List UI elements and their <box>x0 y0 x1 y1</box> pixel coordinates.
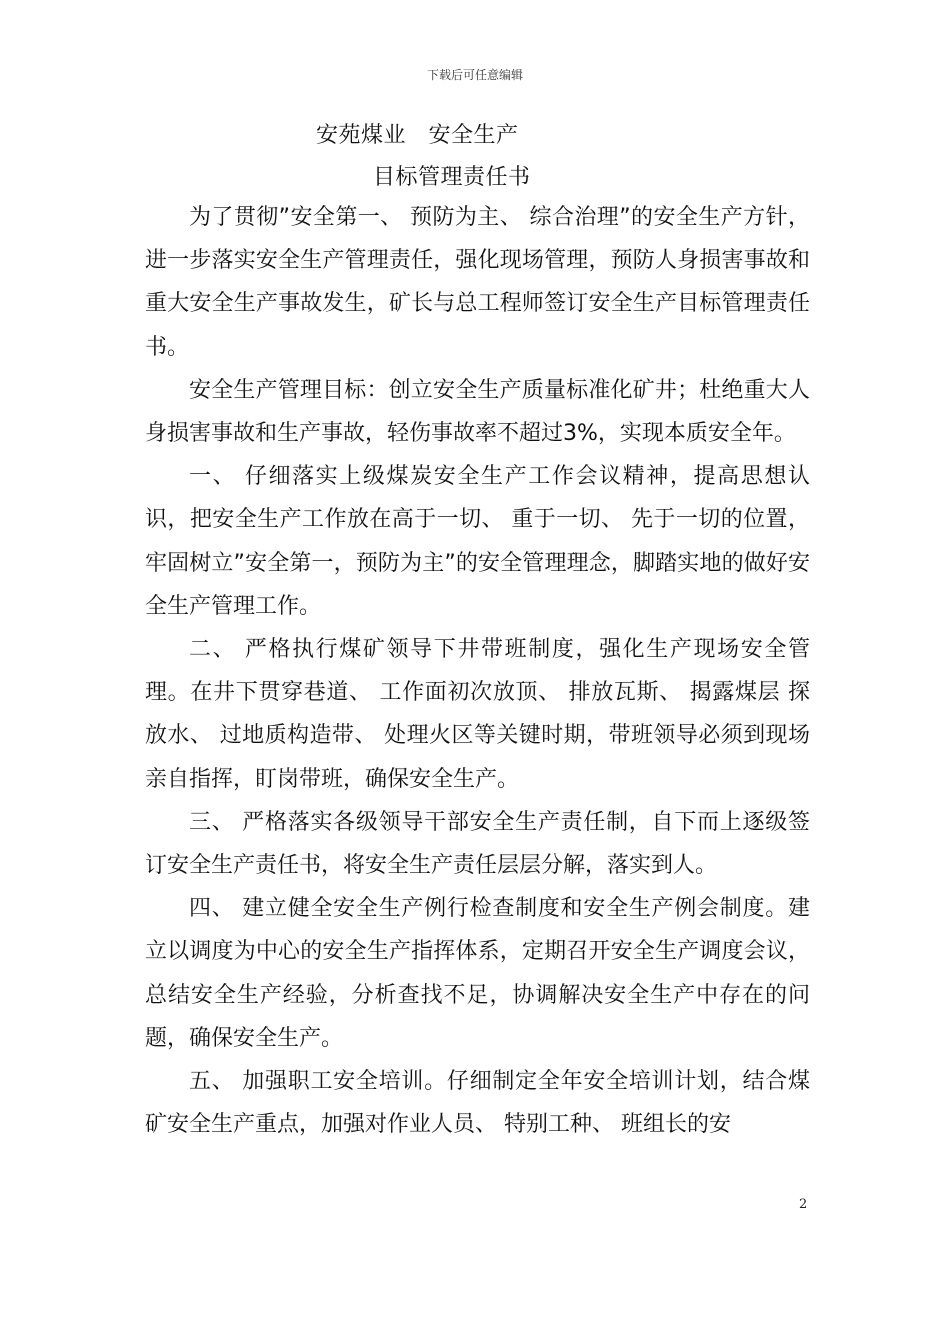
document-title-line-2: 目标管理责任书 <box>373 165 531 190</box>
paragraph-item-4: 四、 建立健全安全生产例行检查制度和安全生产例会制度。建立以调度为中心的安全生产指挥体系，定期召开安全生产调度会议，总结安全生产经验，分析查找不足，协调解决安全生产中存在的问题，确保安全生产。 <box>145 896 810 1051</box>
document-title-line-1: 安苑煤业 安全生产 <box>316 123 519 148</box>
paragraph-intro: 为了贯彻”安全第一、 预防为主、 综合治理”的安全生产方针，进一步落实安全生产管理责任，强化现场管理，预防人身损害事故和重大安全生产事故发生，矿长与总工程师签订安全生产目标管理责任书。 <box>145 205 810 360</box>
paragraph-goal: 安全生产管理目标：创立安全生产质量标准化矿井；杜绝重大人身损害事故和生产事故，轻伤事故率不超过3%，实现本质安全年。 <box>145 377 810 447</box>
page-header-note: 下载后可任意编辑 <box>426 68 523 82</box>
paragraph-item-1: 一、 仔细落实上级煤炭安全生产工作会议精神，提高思想认识，把安全生产工作放在高于一切、 重于一切、 先于一切的位置，牢固树立”安全第一，预防为主”的安全管理理念，脚踏实地的做好安全生产管理工作。 <box>145 464 810 619</box>
paragraph-item-5: 五、 加强职工安全培训。仔细制定全年安全培训计划，结合煤矿安全生产重点，加强对作业人员、 特别工种、 班组长的安 <box>145 1069 810 1138</box>
paragraph-item-3: 三、 严格落实各级领导干部安全生产责任制，自下而上逐级签订安全生产责任书，将安全生产责任层层分解，落实到人。 <box>145 809 810 879</box>
page-number: 2 <box>799 1197 808 1212</box>
paragraph-item-2: 二、 严格执行煤矿领导下井带班制度，强化生产现场安全管理。在井下贯穿巷道、 工作面初次放顶、 排放瓦斯、 揭露煤层 探放水、 过地质构造带、 处理火区等关键时期，带班领导必须到现场亲自指挥，盯岗带班，确保安全生产。 <box>145 637 810 792</box>
document-body <box>145 196 810 1146</box>
